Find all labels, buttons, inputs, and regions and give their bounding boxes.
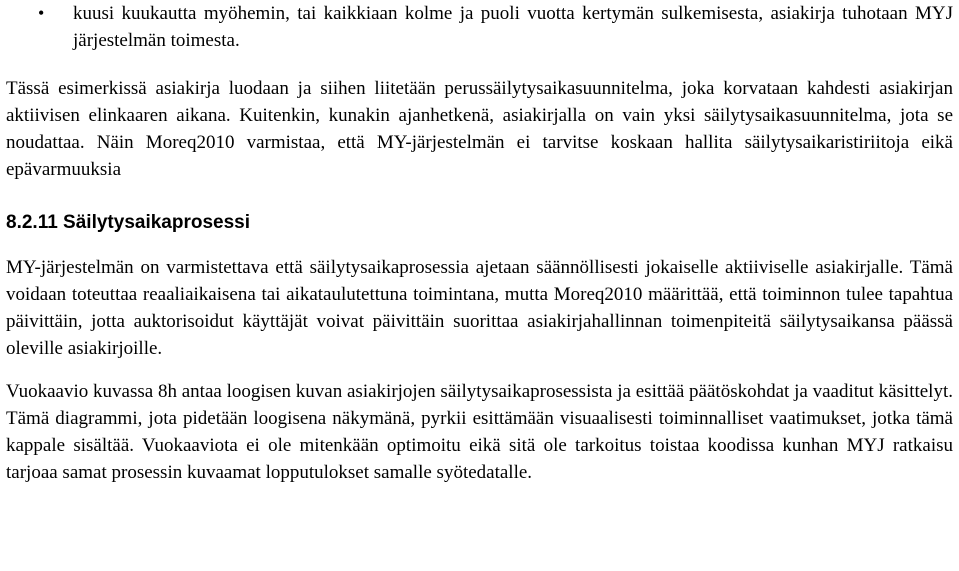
bullet-list-item xyxy=(6,0,953,54)
bullet-text: kuusi kuukautta myöhemin, tai kaikkiaan kolme ja puoli vuotta kertymän sulkemisesta, asiakirja tuhotaan MYJ järjestelmän toimesta. xyxy=(73,3,953,51)
paragraph-retention-example: Tässä esimerkissä asiakirja luodaan ja siihen liitetään perussäilytysaikasuunnitelma, joka korvataan kahdesti asiakirjan aktiivisen elinkaaren aikana. Kuitenkin, kunakin ajanhetkenä, asiakirjalla on vain yksi säilytysaikasuunnitelma, jota se noudattaa. Näin Moreq2010 varmistaa, että MY-järjestelmän ei tarvitse koskaan hallita säilytysaikaristiriitoja eikä epävarmuuksia xyxy=(6,78,953,180)
bullet-icon: • xyxy=(38,3,45,23)
section-heading: 8.2.11 Säilytysaikaprosessi xyxy=(6,212,251,233)
paragraph-flowchart-description: Vuokaavio kuvassa 8h antaa loogisen kuvan asiakirjojen säilytysaikaprosessista ja esittää päätöskohdat ja vaaditut käsittelyt. Tämä diagrammi, jota pidetään loogisena näkymänä, pyrkii esittämään visuaalisesti toiminnalliset vaatimukset, jotka tämä kappale sisältää. Vuokaaviota ei ole mitenkään optimoitu eikä sitä ole tarkoitus toistaa koodissa kunhan MYJ ratkaisu tarjoaa samat prosessin kuvaamat lopputulokset samalle syötedatalle. xyxy=(6,381,953,483)
document-page xyxy=(6,0,953,486)
paragraph-retention-process: MY-järjestelmän on varmistettava että säilytysaikaprosessia ajetaan säännöllisesti jokaiselle aktiiviselle asiakirjalle. Tämä voidaan toteuttaa reaaliaikaisena tai aikataulutettuna toimintana, mutta Moreq2010 määrittää, että toiminnon tulee tapahtua päivittäin, jotta auktorisoidut käyttäjät voivat päivittäin suorittaa asiakirjahallinnan toimenpiteitä säilytysaikansa päässä oleville asiakirjoille. xyxy=(6,257,953,359)
